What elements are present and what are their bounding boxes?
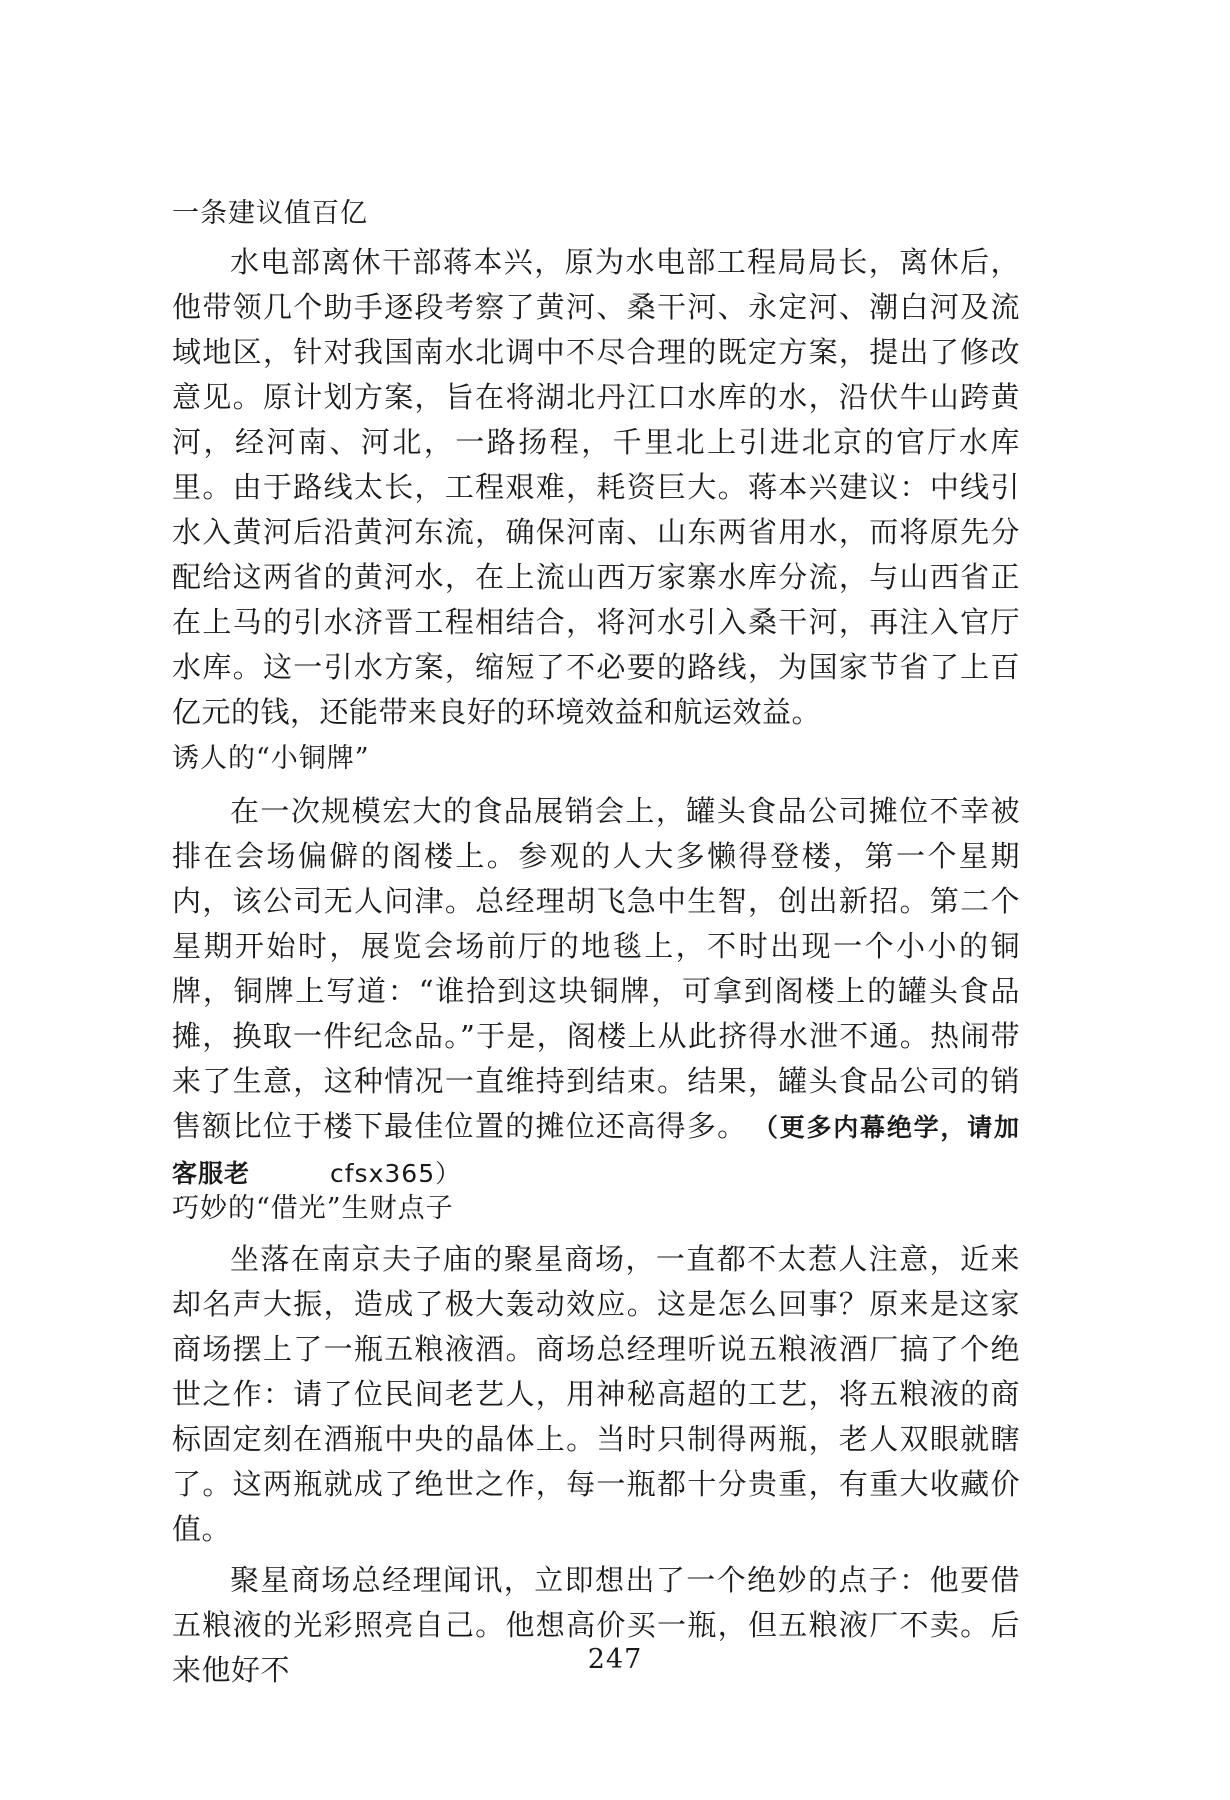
paragraph: 聚星商场总经理闻讯，立即想出了一个绝妙的点子：他要借五粮液的光彩照亮自己。他想高价买一瓶，但五粮液厂不卖。后来他好不 — [172, 1563, 1020, 1687]
section-3 — [172, 1187, 1020, 1693]
paragraph: 坐落在南京夫子庙的聚星商场，一直都不太惹人注意，近来却名声大振，造成了极大轰动效应。这是怎么回事？原来是这家商场摆上了一瓶五粮液酒。商场总经理听说五粮液酒厂搞了个绝世之作：请了位民间老艺人，用神秘高超的工艺，将五粮液的商标固定刻在酒瓶中央的晶体上。当时只制得两瓶，老人双眼就瞎了。这两瓶就成了绝世之作，每一瓶都十分贵重，有重大收藏价值。 — [172, 1242, 1020, 1546]
section-title: 诱人的“小铜牌” — [172, 743, 370, 774]
promo-note-id: cfsx365） — [330, 1159, 462, 1188]
section-2 — [172, 737, 1020, 1196]
paragraph — [172, 789, 1020, 1196]
section-title: 巧妙的“借光”生财点子 — [172, 1193, 454, 1224]
section-1 — [172, 192, 1020, 735]
paragraph-text: 在一次规模宏大的食品展销会上，罐头食品公司摊位不幸被排在会场偏僻的阁楼上。参观的人大多懒得登楼，第一个星期内，该公司无人问津。总经理胡飞急中生智，创出新招。第二个星期开始时，展览会场前厅的地毯上，不时出现一个小小的铜牌，铜牌上写道：“谁拾到这块铜牌，可拿到阁楼上的罐头食品摊，换取一件纪念品。”于是，阁楼上从此挤得水泄不通。热闹带来了生意，这种情况一直维持到结束。结果，罐头食品公司的销售额比位于楼下最佳位置的摊位还高得多。 — [172, 794, 1020, 1143]
paragraph: 水电部离休干部蒋本兴，原为水电部工程局局长，离休后，他带领几个助手逐段考察了黄河、桑干河、永定河、潮白河及流域地区，针对我国南水北调中不尽合理的既定方案，提出了修改意见。原计划方案，旨在将湖北丹江口水库的水，沿伏牛山跨黄河，经河南、河北，一路扬程，千里北上引进北京的官厅水库里。由于路线太长，工程艰难，耗资巨大。蒋本兴建议：中线引水入黄河后沿黄河东流，确保河南、山东两省用水，而将原先分配给这两省的黄河水，在上流山西万家寨水库分流，与山西省正在上马的引水济晋工程相结合，将河水引入桑干河，再注入官厅水库。这一引水方案，缩短了不必要的路线，为国家节省了上百亿元的钱，还能带来良好的环境效益和航运效益。 — [172, 245, 1020, 729]
section-title: 一条建议值百亿 — [172, 198, 368, 229]
promo-note-text: （更多内幕绝学，请加客服老 — [172, 1113, 1020, 1188]
page-number: 247 — [587, 1644, 643, 1675]
